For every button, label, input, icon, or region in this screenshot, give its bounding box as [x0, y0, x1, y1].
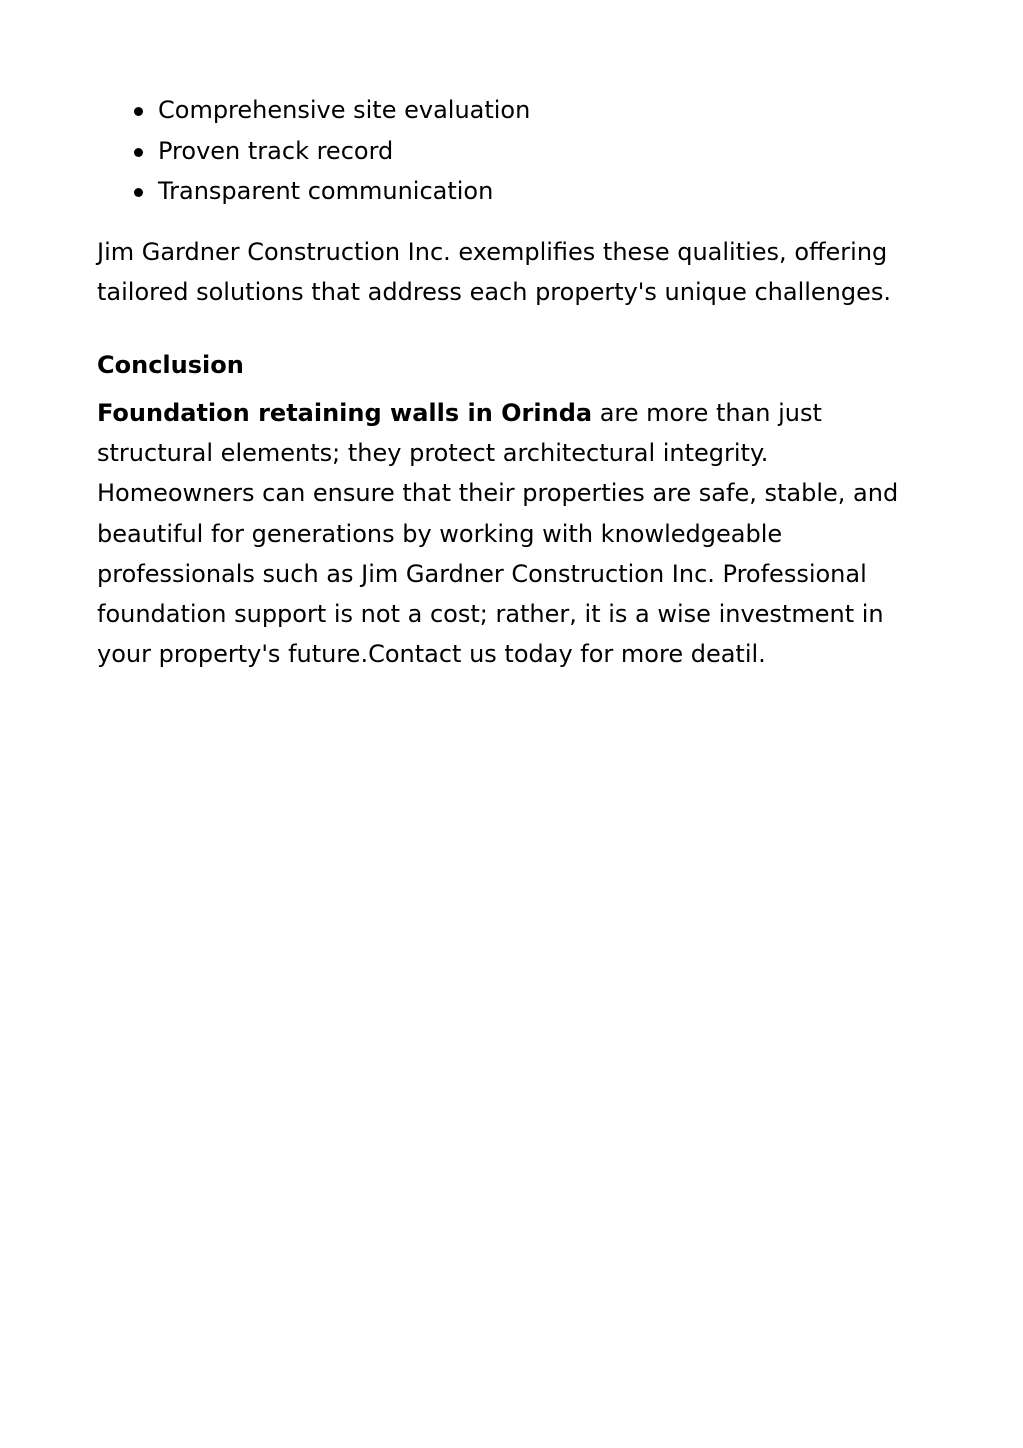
list-item-text: Proven track record [158, 136, 394, 165]
list-item [97, 171, 927, 212]
conclusion-paragraph [97, 393, 927, 674]
list-item [97, 131, 927, 172]
document-page [97, 90, 927, 674]
conclusion-heading: Conclusion [97, 350, 244, 379]
list-item-text: Transparent communication [158, 177, 494, 205]
bullet-icon [134, 148, 143, 157]
keyword-link-text: Foundation retaining walls in Orinda [97, 398, 593, 427]
list-item-text: Comprehensive site evaluation [158, 96, 531, 124]
feature-list [97, 90, 927, 212]
conclusion-text: are more than just structural elements; they protect architectural integrity. Homeowners can ensure that their properties are safe, stable, and beautiful for generations by working with knowledgeable professionals such as Jim Gardner Construction Inc. Professional foundation support is not a cost; rather, it is a wise investment in your property's future.Contact us today for more deatil. [97, 398, 899, 669]
intro-paragraph: Jim Gardner Construction Inc. exemplifies these qualities, offering tailored solutions that address each property's unique challenges. [97, 237, 892, 306]
list-item [97, 90, 927, 131]
bullet-icon [134, 188, 143, 197]
bullet-icon [134, 107, 143, 116]
